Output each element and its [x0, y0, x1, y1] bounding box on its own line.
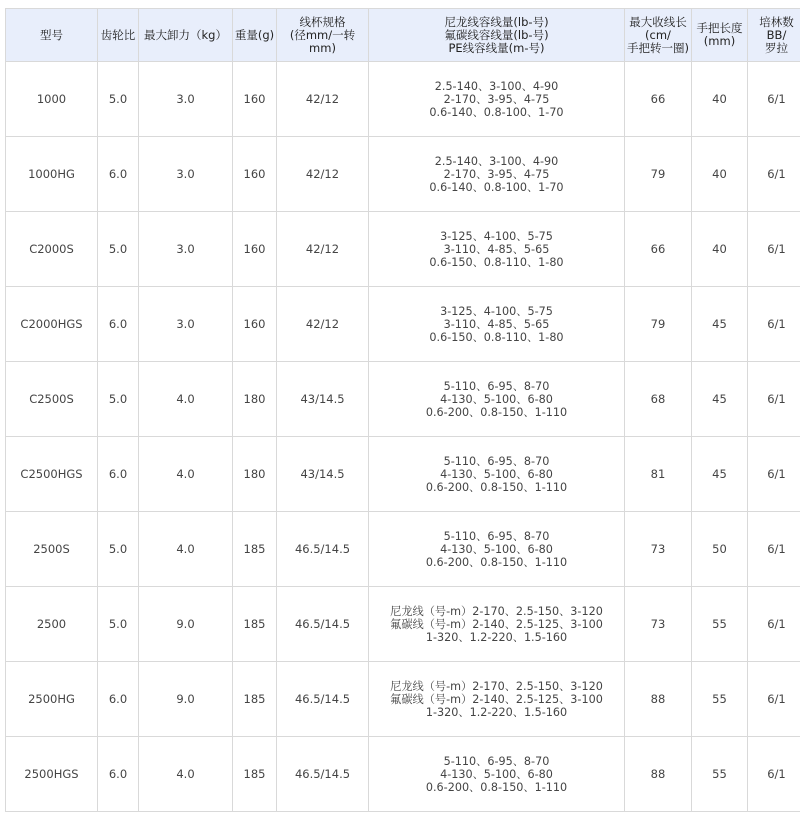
cell-line-capacity	[369, 587, 625, 662]
cell-max-retrieve: 73	[625, 512, 692, 587]
line-capacity-line: 4-130、5-100、6-80	[440, 467, 553, 481]
cell-handle-length: 55	[692, 737, 748, 812]
cell-handle-length: 40	[692, 137, 748, 212]
line-capacity-line: 2.5-140、3-100、4-90	[434, 79, 559, 93]
cell-handle-length: 40	[692, 212, 748, 287]
cell-bearings: 6/1	[748, 212, 800, 287]
cell-gear-ratio: 6.0	[98, 437, 139, 512]
line-capacity-line: 1-320、1.2-220、1.5-160	[425, 705, 568, 719]
table-row	[6, 737, 800, 812]
cell-line-capacity	[369, 287, 625, 362]
table-row	[6, 587, 800, 662]
cell-spool: 42/12	[277, 212, 369, 287]
line-capacity-line: 氟碳线（号-m）2-140、2.5-125、3-100	[390, 617, 603, 631]
cell-max-drag: 9.0	[139, 587, 233, 662]
line-capacity-line: 尼龙线（号-m）2-170、2.5-150、3-120	[390, 679, 603, 693]
table-row	[6, 362, 800, 437]
line-capacity-line: 5-110、6-95、8-70	[443, 529, 550, 543]
header-handle-length	[692, 9, 748, 62]
cell-handle-length: 50	[692, 512, 748, 587]
cell-line-capacity	[369, 212, 625, 287]
cell-weight: 160	[233, 137, 277, 212]
cell-spool: 46.5/14.5	[277, 512, 369, 587]
cell-weight: 160	[233, 212, 277, 287]
line-capacity-line: 0.6-140、0.8-100、1-70	[429, 180, 564, 194]
cell-model: 2500HG	[6, 662, 98, 737]
line-capacity-line: 0.6-200、0.8-150、1-110	[425, 405, 568, 419]
line-capacity-line: 3-110、4-85、5-65	[443, 317, 550, 331]
table-row	[6, 287, 800, 362]
cell-weight: 180	[233, 437, 277, 512]
cell-max-retrieve: 66	[625, 62, 692, 137]
table-row	[6, 212, 800, 287]
header-spool	[277, 9, 369, 62]
header-max-drag: 最大卸力（kg）	[139, 9, 233, 62]
cell-line-capacity	[369, 437, 625, 512]
line-capacity-line: 4-130、5-100、6-80	[440, 767, 553, 781]
header-line-capacity-line: 氟碳线容线量(lb-号)	[444, 27, 549, 42]
cell-model: C2500HGS	[6, 437, 98, 512]
header-bearings-line: 罗拉	[765, 40, 788, 55]
cell-max-drag: 4.0	[139, 437, 233, 512]
cell-gear-ratio: 6.0	[98, 287, 139, 362]
line-capacity-line: 尼龙线（号-m）2-170、2.5-150、3-120	[390, 604, 603, 618]
header-max-retrieve-line: 手把转一圈)	[627, 40, 689, 55]
line-capacity-line: 4-130、5-100、6-80	[440, 542, 553, 556]
cell-max-drag: 3.0	[139, 137, 233, 212]
cell-weight: 160	[233, 62, 277, 137]
cell-handle-length: 45	[692, 287, 748, 362]
header-model: 型号	[6, 9, 98, 62]
cell-bearings: 6/1	[748, 437, 800, 512]
cell-max-drag: 3.0	[139, 287, 233, 362]
cell-max-drag: 4.0	[139, 512, 233, 587]
line-capacity-line: 5-110、6-95、8-70	[443, 754, 550, 768]
cell-max-retrieve: 79	[625, 287, 692, 362]
line-capacity-line: 3-125、4-100、5-75	[440, 304, 553, 318]
line-capacity-line: 0.6-140、0.8-100、1-70	[429, 105, 564, 119]
cell-bearings: 6/1	[748, 62, 800, 137]
cell-gear-ratio: 5.0	[98, 512, 139, 587]
line-capacity-line: 5-110、6-95、8-70	[443, 454, 550, 468]
cell-gear-ratio: 5.0	[98, 62, 139, 137]
cell-model: C2500S	[6, 362, 98, 437]
cell-gear-ratio: 6.0	[98, 137, 139, 212]
reel-spec-table	[5, 8, 800, 812]
line-capacity-line: 5-110、6-95、8-70	[443, 379, 550, 393]
table-row	[6, 437, 800, 512]
table-row	[6, 62, 800, 137]
cell-handle-length: 55	[692, 662, 748, 737]
cell-spool: 42/12	[277, 287, 369, 362]
header-bearings-line: BB/	[766, 27, 787, 42]
header-handle-length-line: (mm)	[703, 34, 736, 48]
cell-weight: 160	[233, 287, 277, 362]
header-max-retrieve-line: (cm/	[645, 27, 671, 42]
line-capacity-line: 3-110、4-85、5-65	[443, 242, 550, 256]
cell-gear-ratio: 5.0	[98, 362, 139, 437]
header-bearings-line: 培林数	[759, 14, 794, 29]
header-line-capacity	[369, 9, 625, 62]
line-capacity-line: 氟碳线（号-m）2-140、2.5-125、3-100	[390, 692, 603, 706]
cell-handle-length: 45	[692, 437, 748, 512]
cell-max-drag: 3.0	[139, 62, 233, 137]
cell-model: 2500S	[6, 512, 98, 587]
line-capacity-line: 2-170、3-95、4-75	[443, 167, 550, 181]
line-capacity-line: 2-170、3-95、4-75	[443, 92, 550, 106]
header-line-capacity-line: 尼龙线容线量(lb-号)	[444, 14, 549, 29]
header-max-retrieve-line: 最大收线长	[629, 14, 687, 29]
table-row	[6, 662, 800, 737]
cell-line-capacity	[369, 737, 625, 812]
table-row	[6, 512, 800, 587]
cell-bearings: 6/1	[748, 737, 800, 812]
header-spool-line: 线杯规格	[299, 14, 346, 29]
cell-weight: 180	[233, 362, 277, 437]
cell-max-retrieve: 68	[625, 362, 692, 437]
line-capacity-line: 4-130、5-100、6-80	[440, 392, 553, 406]
cell-spool: 46.5/14.5	[277, 662, 369, 737]
cell-max-retrieve: 73	[625, 587, 692, 662]
cell-bearings: 6/1	[748, 662, 800, 737]
cell-line-capacity	[369, 137, 625, 212]
cell-spool: 42/12	[277, 137, 369, 212]
cell-spool: 46.5/14.5	[277, 587, 369, 662]
cell-max-drag: 4.0	[139, 737, 233, 812]
top-strip	[0, 0, 800, 8]
cell-spool: 46.5/14.5	[277, 737, 369, 812]
cell-gear-ratio: 6.0	[98, 662, 139, 737]
cell-gear-ratio: 5.0	[98, 212, 139, 287]
cell-handle-length: 40	[692, 62, 748, 137]
table-header-row	[6, 9, 800, 62]
cell-line-capacity	[369, 362, 625, 437]
header-weight: 重量(g)	[233, 9, 277, 62]
cell-bearings: 6/1	[748, 287, 800, 362]
cell-max-drag: 3.0	[139, 212, 233, 287]
cell-gear-ratio: 5.0	[98, 587, 139, 662]
cell-weight: 185	[233, 587, 277, 662]
header-spool-line: (径mm/一转mm)	[289, 27, 356, 55]
line-capacity-line: 0.6-150、0.8-110、1-80	[429, 330, 564, 344]
cell-max-retrieve: 79	[625, 137, 692, 212]
cell-spool: 42/12	[277, 62, 369, 137]
line-capacity-line: 0.6-150、0.8-110、1-80	[429, 255, 564, 269]
cell-gear-ratio: 6.0	[98, 737, 139, 812]
cell-bearings: 6/1	[748, 362, 800, 437]
header-bearings	[748, 9, 800, 62]
cell-max-retrieve: 81	[625, 437, 692, 512]
cell-max-retrieve: 88	[625, 662, 692, 737]
line-capacity-line: 1-320、1.2-220、1.5-160	[425, 630, 568, 644]
cell-model: 2500HGS	[6, 737, 98, 812]
cell-max-retrieve: 88	[625, 737, 692, 812]
cell-handle-length: 45	[692, 362, 748, 437]
cell-handle-length: 55	[692, 587, 748, 662]
cell-bearings: 6/1	[748, 587, 800, 662]
cell-bearings: 6/1	[748, 137, 800, 212]
cell-model: 2500	[6, 587, 98, 662]
cell-weight: 185	[233, 512, 277, 587]
table-row	[6, 137, 800, 212]
line-capacity-line: 0.6-200、0.8-150、1-110	[425, 480, 568, 494]
line-capacity-line: 3-125、4-100、5-75	[440, 229, 553, 243]
cell-model: 1000HG	[6, 137, 98, 212]
line-capacity-line: 0.6-200、0.8-150、1-110	[425, 555, 568, 569]
cell-bearings: 6/1	[748, 512, 800, 587]
cell-max-retrieve: 66	[625, 212, 692, 287]
cell-model: C2000S	[6, 212, 98, 287]
cell-line-capacity	[369, 512, 625, 587]
cell-weight: 185	[233, 737, 277, 812]
cell-weight: 185	[233, 662, 277, 737]
cell-model: C2000HGS	[6, 287, 98, 362]
cell-line-capacity	[369, 62, 625, 137]
header-max-retrieve	[625, 9, 692, 62]
cell-max-drag: 9.0	[139, 662, 233, 737]
header-handle-length-line: 手把长度	[696, 21, 743, 35]
cell-spool: 43/14.5	[277, 362, 369, 437]
cell-model: 1000	[6, 62, 98, 137]
header-line-capacity-line: PE线容线量(m-号)	[448, 40, 545, 55]
header-gear-ratio: 齿轮比	[98, 9, 139, 62]
cell-line-capacity	[369, 662, 625, 737]
cell-spool: 43/14.5	[277, 437, 369, 512]
cell-max-drag: 4.0	[139, 362, 233, 437]
line-capacity-line: 0.6-200、0.8-150、1-110	[425, 780, 568, 794]
line-capacity-line: 2.5-140、3-100、4-90	[434, 154, 559, 168]
